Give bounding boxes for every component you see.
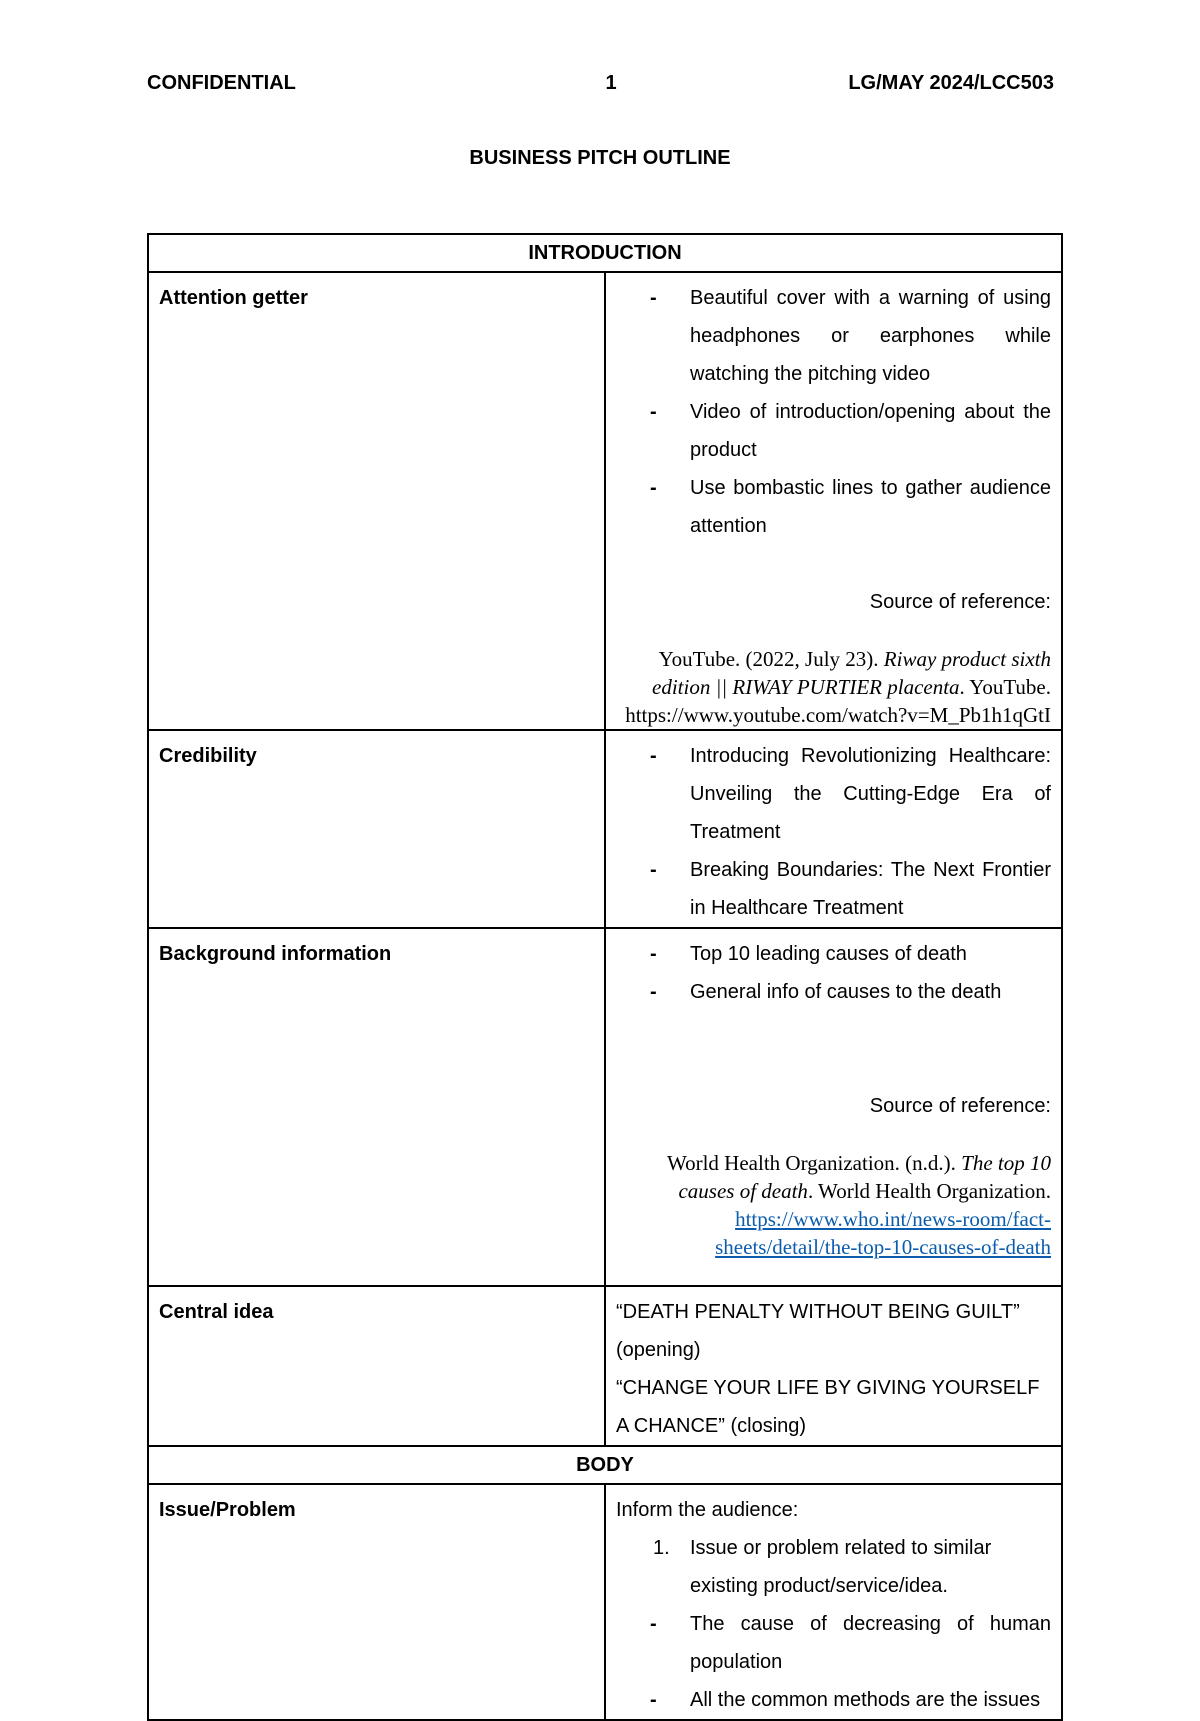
central-idea-content	[605, 1286, 1062, 1446]
who-reference-link[interactable]: https://www.who.int/news-room/fact-sheets/detail/the-top-10-causes-of-death	[715, 1207, 1051, 1259]
issue-intro: Inform the audience:	[616, 1499, 799, 1521]
issue-row	[148, 1484, 1062, 1720]
header-page-number: 1	[605, 72, 617, 94]
background-content	[605, 928, 1062, 1286]
header-course-code: LG/MAY 2024/LCC503	[848, 72, 1054, 94]
attention-bullets	[616, 279, 1051, 545]
background-bullets	[616, 935, 1051, 1011]
reference-title: Riway product sixth edition || RIWAY PURTIER placenta	[652, 647, 1051, 699]
list-item	[616, 1529, 1051, 1605]
central-idea-opening: “DEATH PENALTY WITHOUT BEING GUILT” (opening)	[616, 1301, 1020, 1361]
issue-label: Issue/Problem	[148, 1484, 605, 1720]
central-idea-label: Central idea	[148, 1286, 605, 1446]
reference-text: . YouTube.	[959, 675, 1051, 699]
attention-getter-label: Attention getter	[148, 272, 605, 730]
list-item: - General info of causes to the death	[616, 973, 1051, 1011]
list-item: - Top 10 leading causes of death	[616, 935, 1051, 973]
reference-title: The top 10 causes of death	[678, 1151, 1051, 1203]
credibility-label: Credibility	[148, 730, 605, 928]
central-idea-closing: “CHANGE YOUR LIFE BY GIVING YOURSELF A CHANCE” (closing)	[616, 1377, 1040, 1437]
reference-text: . World Health Organization.	[807, 1179, 1051, 1203]
list-item: - Video of introduction/opening about the product	[616, 393, 1051, 469]
list-item: - The cause of decreasing of human population	[616, 1605, 1051, 1681]
reference-url: https://www.youtube.com/watch?v=M_Pb1h1qGtI	[625, 703, 1051, 727]
attention-getter-row	[148, 272, 1062, 730]
body-heading: BODY	[148, 1446, 1062, 1484]
outline-table	[147, 233, 1063, 1721]
body-row	[148, 1446, 1062, 1484]
list-item: - Use bombastic lines to gather audience attention	[616, 469, 1051, 545]
who-reference	[616, 1149, 1051, 1261]
header-confidential: CONFIDENTIAL	[147, 72, 296, 94]
source-label: Source of reference:	[869, 591, 1051, 613]
attention-getter-content	[605, 272, 1062, 730]
reference-text: World Health Organization. (n.d.).	[666, 1151, 962, 1175]
list-text: Issue or problem related to similar existing product/service/idea.	[690, 1537, 992, 1597]
issue-content	[605, 1484, 1062, 1720]
issue-numbered-list	[616, 1529, 1051, 1605]
credibility-bullets	[616, 737, 1051, 927]
credibility-row	[148, 730, 1062, 928]
credibility-content	[605, 730, 1062, 928]
list-item: - Beautiful cover with a warning of using headphones or earphones while watching the pitching video	[616, 279, 1051, 393]
introduction-row	[148, 234, 1062, 272]
source-label: Source of reference:	[869, 1095, 1051, 1117]
list-number: 1.	[653, 1537, 670, 1559]
background-row	[148, 928, 1062, 1286]
list-item: - Breaking Boundaries: The Next Frontier in Healthcare Treatment	[616, 851, 1051, 927]
list-item: - Introducing Revolutionizing Healthcare: Unveiling the Cutting-Edge Era of Treatment	[616, 737, 1051, 851]
reference-text: YouTube. (2022, July 23).	[658, 647, 884, 671]
introduction-heading: INTRODUCTION	[148, 234, 1062, 272]
issue-bullets	[616, 1605, 1051, 1719]
youtube-reference	[616, 645, 1051, 729]
background-label: Background information	[148, 928, 605, 1286]
page-title: BUSINESS PITCH OUTLINE	[469, 147, 731, 169]
central-idea-row	[148, 1286, 1062, 1446]
list-item: - All the common methods are the issues	[616, 1681, 1051, 1719]
